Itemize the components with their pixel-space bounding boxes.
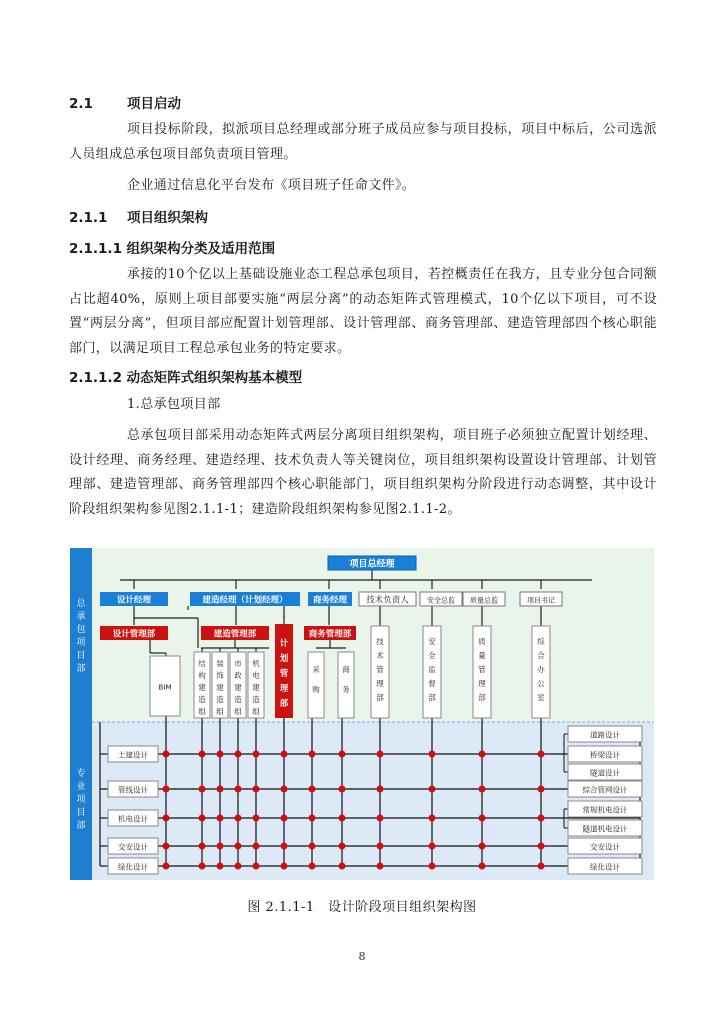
matrix-node [217, 815, 224, 822]
vertical-char: 目 [76, 808, 86, 818]
sub-build-4-char: 建 [252, 683, 260, 692]
matrix-node [339, 843, 346, 850]
sub-build-2-char: 组 [216, 707, 224, 716]
left-unit-3-label: 机电设计 [118, 814, 148, 824]
sub-build-2-char: 装 [216, 659, 224, 668]
sub-build-4-char: 组 [252, 707, 260, 716]
sub-build-1-char: 结 [198, 659, 206, 668]
sub-build-3-char: 政 [234, 671, 242, 680]
matrix-node [235, 815, 242, 822]
matrix-node [377, 863, 384, 870]
matrix-node [538, 786, 545, 793]
matrix-node [538, 751, 545, 758]
vertical-char: 目 [76, 651, 86, 661]
right-unit-8 [568, 858, 642, 874]
sub-commerce-char: 商 [342, 665, 350, 674]
matrix-node [309, 815, 316, 822]
top-manager [328, 556, 416, 570]
matrix-node [479, 843, 486, 850]
right-unit-1-label: 道路设计 [590, 730, 620, 740]
vertical-char: 承 [76, 612, 86, 622]
sub-other-2 [423, 626, 441, 718]
matrix-node [281, 863, 288, 870]
dept-plan-char: 划 [279, 654, 289, 664]
matrix-node [235, 863, 242, 870]
heading-2-1 [69, 92, 181, 112]
sub-build-2-char: 建 [216, 683, 224, 692]
matrix-node [479, 751, 486, 758]
vertical-char: 项 [76, 638, 86, 648]
paragraph-4: 1.总承包项目部 [127, 397, 221, 412]
right-unit-3-label: 隧道设计 [590, 768, 620, 778]
sub-other-1-char: 术 [376, 651, 384, 660]
right-unit-4 [568, 781, 642, 797]
sub-build-4-char: 机 [252, 659, 260, 668]
sub-build-1-char: 组 [198, 707, 206, 716]
matrix-node [429, 863, 436, 870]
dept-plan-char: 理 [279, 684, 289, 694]
left-unit-5-label: 绿化设计 [118, 862, 148, 872]
left-unit-2-label: 管线设计 [118, 785, 148, 795]
vertical-char: 包 [76, 625, 86, 635]
left-unit-4-label: 交安设计 [118, 842, 148, 852]
sub-bim [150, 656, 180, 716]
figure-caption: 图 2.1.1-1 设计阶段项目组织架构图 [247, 900, 477, 915]
matrix-node [377, 815, 384, 822]
dept-plan [275, 624, 293, 718]
dept-design-label: 设计管理部 [112, 629, 156, 640]
matrix-node [339, 786, 346, 793]
manager-4 [359, 592, 416, 606]
matrix-node [309, 843, 316, 850]
band-label-bottom [76, 767, 86, 831]
sub-other-2-char: 全 [428, 651, 436, 660]
matrix-node [429, 786, 436, 793]
matrix-node [253, 815, 260, 822]
vertical-char: 项 [76, 795, 86, 805]
sub-build-3 [230, 652, 246, 718]
matrix-node [235, 786, 242, 793]
paragraph-3: 承接的10个亿以上基础设施业态工程总承包项目，若控概责任在我方，且专业分包合同额占比超40%，原则上项目部要实施“两层分离”的动态矩阵式管理模式，10个亿以下项目，可不设置“两层分离”，但项目部应配置计划管理部、设计管理部、商务管理部、建造管理部四个核心职能部门，以满足项目工程总承包业务的特定要求。 [69, 267, 657, 356]
manager-1-label: 设计经理 [116, 595, 152, 606]
matrix-node [479, 786, 486, 793]
heading-number: 2.1 [69, 96, 93, 112]
manager-6-label: 质量总监 [470, 596, 498, 605]
sub-purchase [308, 652, 324, 718]
paragraph-1: 项目投标阶段，拟派项目总经理或部分班子成员应参与项目投标，项目中标后，公司选派人员组成总承包项目部负责项目管理。 [69, 122, 657, 162]
dept-design [100, 626, 168, 640]
sub-purchase-char: 购 [312, 685, 320, 694]
dept-build [201, 626, 269, 640]
paragraph-5: 总承包项目部采用动态矩阵式两层分离项目组织架构，项目班子必须独立配置计划经理、设计经理、商务经理、建造经理、技术负责人等关键岗位，项目组织架构设置设计管理部、计划管理部、建造管理部、商务管理部四个核心职能部门，项目组织架构分阶段进行动态调整，其中设计阶段组织架构参见图2.1.1-1；建造阶段组织架构参见图2.1.1-2。 [69, 428, 657, 517]
left-unit-1 [108, 746, 158, 762]
right-unit-5-label: 常规机电设计 [582, 805, 628, 815]
sub-build-3-char: 组 [234, 707, 242, 716]
manager-2-label: 建造经理（计划经理） [202, 595, 288, 606]
sub-other-3-char: 质 [478, 637, 486, 646]
dept-business-label: 商务管理部 [308, 629, 352, 640]
matrix-node [163, 786, 170, 793]
left-unit-3 [108, 810, 158, 826]
sub-build-4-char: 电 [252, 671, 260, 680]
matrix-node [253, 863, 260, 870]
sub-build-2-char: 造 [216, 695, 224, 704]
matrix-node [199, 815, 206, 822]
matrix-node [309, 751, 316, 758]
sub-bim-label: BIM [158, 683, 172, 692]
sub-other-2-char: 督 [428, 679, 436, 688]
matrix-node [377, 843, 384, 850]
sub-other-1-char: 管 [376, 665, 384, 674]
manager-1 [100, 592, 168, 606]
manager-2 [190, 592, 300, 606]
sub-other-3-char: 部 [478, 693, 486, 702]
sub-build-2-char: 饰 [216, 671, 224, 680]
sub-other-1-char: 理 [376, 679, 384, 688]
sub-build-4-char: 造 [252, 695, 260, 704]
right-unit-3 [568, 764, 642, 780]
vertical-char: 业 [76, 782, 86, 792]
matrix-node [199, 863, 206, 870]
right-unit-6 [568, 820, 642, 836]
dept-business [304, 626, 356, 640]
sub-build-3-char: 造 [234, 695, 242, 704]
matrix-node [199, 751, 206, 758]
sub-build-1-char: 构 [198, 671, 206, 680]
right-unit-7-label: 交安设计 [590, 842, 620, 852]
right-unit-5 [568, 801, 642, 817]
sub-commerce-char: 务 [342, 685, 350, 694]
left-unit-4 [108, 838, 158, 854]
matrix-node [309, 786, 316, 793]
matrix-node [253, 843, 260, 850]
matrix-node [217, 863, 224, 870]
matrix-node [199, 843, 206, 850]
vertical-char: 部 [76, 821, 86, 831]
sub-other-1-char: 部 [376, 693, 384, 702]
right-unit-6-label: 隧道机电设计 [582, 824, 628, 834]
sub-build-3-char: 市 [234, 659, 242, 668]
manager-5 [420, 592, 462, 606]
vertical-char: 总 [76, 599, 86, 609]
org-chart-diagram [70, 548, 654, 880]
matrix-node [309, 863, 316, 870]
matrix-node [538, 863, 545, 870]
matrix-node [163, 815, 170, 822]
manager-3 [308, 592, 352, 606]
sub-other-4-char: 综 [537, 637, 545, 646]
heading-2-1-1-2: 2.1.1.2 动态矩阵式组织架构基本模型 [69, 370, 303, 386]
sub-other-3-char: 理 [478, 679, 486, 688]
right-unit-1 [568, 726, 642, 742]
dept-plan-char: 计 [279, 639, 289, 649]
matrix-node [479, 815, 486, 822]
sub-other-4-char: 室 [537, 693, 545, 702]
matrix-node [429, 751, 436, 758]
manager-6 [463, 592, 505, 606]
matrix-node [339, 815, 346, 822]
sub-other-1-char: 技 [376, 637, 384, 646]
vertical-char: 专 [76, 769, 86, 779]
sub-purchase-char: 采 [312, 665, 320, 674]
dept-plan-char: 管 [279, 669, 289, 679]
matrix-node [538, 843, 545, 850]
matrix-node [253, 751, 260, 758]
sub-build-4 [248, 652, 264, 718]
sub-other-2-char: 安 [428, 637, 436, 646]
manager-3-label: 商务经理 [312, 595, 348, 606]
sub-other-2-char: 部 [428, 693, 436, 702]
sub-other-3-char: 量 [478, 651, 486, 660]
matrix-node [281, 843, 288, 850]
matrix-node [377, 751, 384, 758]
matrix-node [281, 786, 288, 793]
heading-2-1-1-1: 2.1.1.1 组织架构分类及适用范围 [69, 241, 276, 257]
matrix-node [163, 843, 170, 850]
matrix-node [377, 786, 384, 793]
sub-other-4 [532, 626, 550, 718]
right-unit-4-label: 综合管网设计 [582, 785, 628, 795]
matrix-node [479, 863, 486, 870]
left-unit-2 [108, 781, 158, 797]
matrix-node [538, 815, 545, 822]
sub-other-4-char: 合 [537, 651, 545, 660]
paragraph-2: 企业通过信息化平台发布《项目班子任命文件》。 [127, 178, 416, 193]
heading-number: 2.1.1 [69, 210, 108, 226]
matrix-node [217, 751, 224, 758]
dept-build-label: 建造管理部 [213, 629, 257, 640]
right-unit-7 [568, 838, 642, 854]
matrix-node [429, 815, 436, 822]
matrix-node [217, 843, 224, 850]
sub-build-1-char: 建 [198, 683, 206, 692]
sub-other-1 [371, 626, 389, 718]
sub-commerce [338, 652, 354, 718]
left-unit-5 [108, 858, 158, 874]
sub-build-3-char: 建 [234, 683, 242, 692]
right-unit-8-label: 绿化设计 [590, 862, 620, 872]
matrix-node [339, 751, 346, 758]
sub-other-4-char: 公 [537, 679, 545, 688]
matrix-node [235, 843, 242, 850]
matrix-node [281, 751, 288, 758]
dept-plan-char: 部 [279, 699, 289, 709]
sub-other-3-char: 管 [478, 665, 486, 674]
sub-build-1-char: 造 [198, 695, 206, 704]
side-label-top-bg [70, 548, 92, 722]
matrix-node [163, 863, 170, 870]
matrix-node [235, 751, 242, 758]
manager-4-label: 技术负责人 [366, 595, 409, 606]
matrix-node [253, 786, 260, 793]
right-unit-2-label: 桥梁设计 [590, 750, 620, 760]
left-unit-1-label: 土建设计 [118, 750, 148, 760]
top-manager-label: 项目总经理 [349, 559, 395, 570]
manager-7-label: 项目书记 [527, 596, 555, 605]
manager-7 [520, 592, 562, 606]
matrix-node [339, 863, 346, 870]
matrix-node [281, 815, 288, 822]
right-unit-2 [568, 746, 642, 762]
manager-5-label: 安全总监 [427, 596, 455, 605]
matrix-node [429, 843, 436, 850]
sub-build-2 [212, 652, 228, 718]
matrix-node [199, 786, 206, 793]
sub-other-4-char: 办 [537, 665, 545, 674]
vertical-char: 部 [76, 664, 86, 674]
sub-other-3 [473, 626, 491, 718]
page-number: 8 [358, 950, 366, 963]
matrix-node [217, 786, 224, 793]
heading-title: 项目组织架构 [127, 210, 208, 226]
sub-build-1 [194, 652, 210, 718]
matrix-node [163, 751, 170, 758]
sub-other-2-char: 监 [428, 665, 436, 674]
heading-title: 项目启动 [127, 96, 181, 112]
heading-2-1-1 [69, 206, 208, 226]
